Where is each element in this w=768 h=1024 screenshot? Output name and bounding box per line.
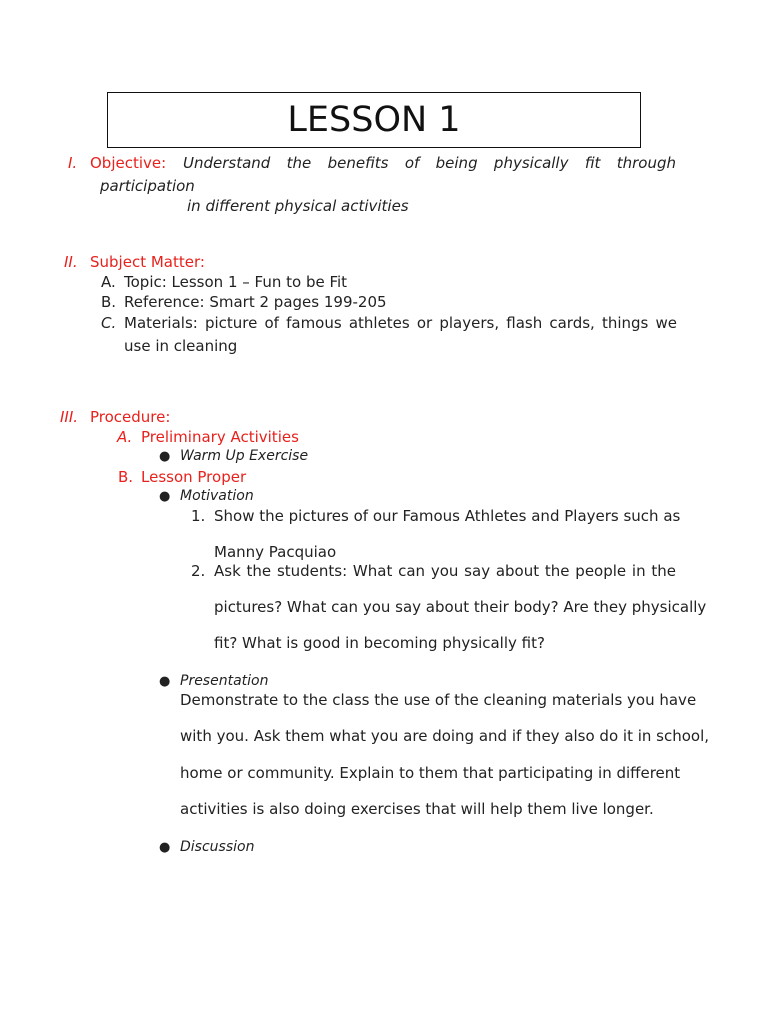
subject-label: Subject Matter: — [90, 253, 205, 271]
motivation-item-marker: 2. — [191, 562, 206, 580]
subject-item-materials: Materials: picture of famous athletes or players, flash cards, things we — [124, 314, 677, 332]
procedure-label: Procedure: — [90, 408, 171, 426]
bullet-icon: ● — [159, 489, 171, 504]
motivation-item-marker: 1. — [191, 507, 206, 525]
motivation-label: Motivation — [180, 488, 254, 504]
objective-label: Objective: — [90, 154, 167, 172]
lesson-proper-label: Lesson Proper — [141, 468, 247, 486]
title-box — [107, 92, 641, 148]
lesson-proper-marker: B. — [118, 468, 134, 486]
procedure-numeral: III. — [60, 408, 79, 426]
presentation-line-2: with you. Ask them what you are doing and if they also do it in school, — [180, 727, 710, 745]
presentation-line-3: home or community. Explain to them that participating in different — [180, 764, 681, 782]
bullet-icon: ● — [159, 840, 171, 855]
presentation-line-4: activities is also doing exercises that will help them live longer. — [180, 800, 654, 818]
motivation-item-2-line-2: pictures? What can you say about their body? Are they physically — [214, 598, 707, 616]
objective-line-2: participation — [100, 177, 195, 195]
page-title: LESSON 1 — [287, 100, 461, 140]
objective-line-1: Understand the benefits of being physically fit through — [183, 154, 676, 172]
subject-numeral: II. — [64, 253, 78, 271]
subject-item-marker: B. — [101, 293, 117, 311]
objective-numeral: I. — [68, 154, 78, 172]
presentation-line-1: Demonstrate to the class the use of the cleaning materials you have — [180, 691, 697, 709]
subject-item-topic: Topic: Lesson 1 – Fun to be Fit — [124, 273, 348, 291]
subject-item-marker: C. — [101, 314, 117, 332]
motivation-item-2-line-3: fit? What is good in becoming physically fit? — [214, 634, 545, 652]
motivation-item-2-line-1: Ask the students: What can you say about the people in the — [214, 562, 676, 580]
motivation-item-1-line-1: Show the pictures of our Famous Athletes and Players such as — [214, 507, 681, 525]
discussion-label: Discussion — [180, 839, 255, 855]
preliminary-label: Preliminary Activities — [141, 428, 299, 446]
objective-line-3: in different physical activities — [187, 197, 409, 215]
presentation-label: Presentation — [180, 673, 269, 689]
preliminary-marker: A. — [117, 428, 133, 446]
subject-item-reference: Reference: Smart 2 pages 199-205 — [124, 293, 387, 311]
motivation-item-1-line-2: Manny Pacquiao — [214, 543, 337, 561]
subject-item-materials-cont: use in cleaning — [124, 337, 238, 355]
warm-up-item: Warm Up Exercise — [180, 448, 309, 464]
bullet-icon: ● — [159, 449, 171, 464]
bullet-icon: ● — [159, 674, 171, 689]
subject-item-marker: A. — [101, 273, 116, 291]
